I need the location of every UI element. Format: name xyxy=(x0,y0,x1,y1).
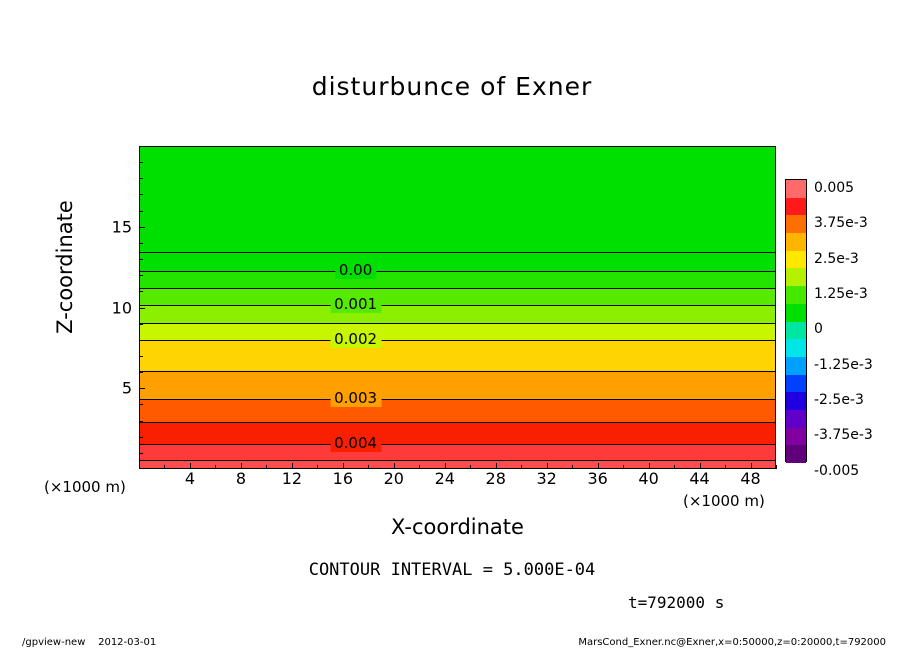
x-minor-tick-mark xyxy=(470,465,471,469)
y-axis-unit: (×1000 m) xyxy=(44,478,126,496)
y-minor-tick-mark xyxy=(139,453,143,454)
contour-line xyxy=(140,252,775,253)
contour-band xyxy=(140,252,775,271)
contour-band xyxy=(140,422,775,445)
y-tick-label: 10 xyxy=(111,298,132,317)
contour-band xyxy=(140,444,775,460)
contour-plot-area xyxy=(139,146,776,469)
colorbar-cell xyxy=(786,180,806,198)
colorbar-cell xyxy=(786,339,806,357)
contour-line-labeled xyxy=(140,340,775,341)
x-axis-label: X-coordinate xyxy=(391,515,524,539)
y-minor-tick-mark xyxy=(139,243,143,244)
y-tick-mark xyxy=(139,388,145,389)
colorbar-cell xyxy=(786,322,806,340)
colorbar-cell xyxy=(786,268,806,286)
colorbar-cell xyxy=(786,198,806,216)
contour-line xyxy=(140,288,775,289)
x-minor-tick-mark xyxy=(725,465,726,469)
y-minor-tick-mark xyxy=(139,259,143,260)
contour-label: 0.003 xyxy=(330,389,381,407)
x-minor-tick-mark xyxy=(572,465,573,469)
contour-line-labeled xyxy=(140,305,775,306)
contour-band xyxy=(140,340,775,371)
colorbar-tick-label: -0.005 xyxy=(814,462,860,479)
x-tick-label: 40 xyxy=(638,469,659,488)
y-tick-mark xyxy=(139,308,145,309)
colorbar-cell xyxy=(786,215,806,233)
x-tick-label: 32 xyxy=(536,469,557,488)
x-tick-label: 16 xyxy=(332,469,354,488)
x-tick-label: 12 xyxy=(281,469,303,488)
contour-line xyxy=(140,323,775,324)
y-minor-tick-mark xyxy=(139,211,143,212)
contour-line xyxy=(140,422,775,423)
contour-line-labeled xyxy=(140,399,775,400)
colorbar-cell xyxy=(786,392,806,410)
x-minor-tick-mark xyxy=(521,465,522,469)
colorbar-cell xyxy=(786,357,806,375)
y-minor-tick-mark xyxy=(139,162,143,163)
footer-right: MarsCond_Exner.nc@Exner,x=0:50000,z=0:20000,t=792000 xyxy=(578,637,886,648)
y-tick-label: 5 xyxy=(121,378,132,398)
x-minor-tick-mark xyxy=(776,465,777,469)
contour-band xyxy=(140,399,775,422)
colorbar-cell xyxy=(786,410,806,428)
colorbar-tick-label: 3.75e-3 xyxy=(814,215,868,232)
x-minor-tick-mark xyxy=(674,465,675,469)
contour-band xyxy=(140,147,775,252)
y-tick-mark xyxy=(139,227,145,228)
y-minor-tick-mark xyxy=(139,291,143,292)
x-tick-label: 48 xyxy=(740,469,761,488)
y-tick-label: 15 xyxy=(111,217,132,237)
x-tick-label: 8 xyxy=(235,469,246,488)
contour-band xyxy=(140,323,775,340)
y-minor-tick-mark xyxy=(139,275,143,276)
colorbar-cell xyxy=(786,375,806,393)
contour-label: 0.002 xyxy=(330,330,381,348)
y-minor-tick-mark xyxy=(139,194,143,195)
x-tick-label: 4 xyxy=(184,469,196,488)
contour-interval-text: CONTOUR INTERVAL = 5.000E-04 xyxy=(308,560,596,580)
contour-line-labeled xyxy=(140,444,775,445)
contour-band xyxy=(140,305,775,323)
x-tick-label: 20 xyxy=(383,469,404,488)
footer-left xyxy=(22,637,156,648)
x-minor-tick-mark xyxy=(215,465,216,469)
colorbar-cell xyxy=(786,428,806,446)
contour-line-labeled xyxy=(140,271,775,272)
colorbar-tick-label: -1.25e-3 xyxy=(814,356,873,373)
contour-band xyxy=(140,460,775,469)
y-minor-tick-mark xyxy=(139,372,143,373)
y-minor-tick-mark xyxy=(139,404,143,405)
page-title: disturbunce of Exner xyxy=(311,72,593,101)
colorbar-cell xyxy=(786,304,806,322)
contour-line xyxy=(140,371,775,372)
x-minor-tick-mark xyxy=(164,465,165,469)
contour-band xyxy=(140,371,775,398)
x-tick-label: 44 xyxy=(689,469,710,488)
y-minor-tick-mark xyxy=(139,324,143,325)
colorbar-cell xyxy=(786,445,806,463)
colorbar-cell xyxy=(786,286,806,304)
contour-label: 0.001 xyxy=(330,295,381,313)
y-minor-tick-mark xyxy=(139,340,143,341)
x-tick-label: 36 xyxy=(587,469,608,488)
x-tick-label: 28 xyxy=(485,469,506,488)
y-minor-tick-mark xyxy=(139,437,143,438)
colorbar-tick-label: -3.75e-3 xyxy=(814,427,873,444)
contour-band xyxy=(140,271,775,288)
colorbar-tick-label: 2.5e-3 xyxy=(814,250,859,267)
colorbar-tick-label: 0.005 xyxy=(814,179,855,196)
colorbar xyxy=(785,179,807,462)
contour-line xyxy=(140,460,775,461)
contour-label: 0.00 xyxy=(335,261,376,279)
x-minor-tick-mark xyxy=(623,465,624,469)
y-minor-tick-mark xyxy=(139,178,143,179)
colorbar-cell xyxy=(786,251,806,269)
contour-band xyxy=(140,288,775,305)
y-minor-tick-mark xyxy=(139,421,143,422)
x-tick-label: 24 xyxy=(434,469,455,488)
x-minor-tick-mark xyxy=(419,465,420,469)
contour-label: 0.004 xyxy=(330,434,381,452)
colorbar-tick-label: -2.5e-3 xyxy=(814,392,864,409)
colorbar-tick-label: 0 xyxy=(814,321,823,338)
colorbar-cell xyxy=(786,233,806,251)
y-axis-label: Z-coordinate xyxy=(53,200,77,334)
footer-date: 2012-03-01 xyxy=(98,637,157,648)
y-minor-tick-mark xyxy=(139,356,143,357)
x-minor-tick-mark xyxy=(317,465,318,469)
x-axis-unit: (×1000 m) xyxy=(683,492,765,510)
footer-tool-name: /gpview-new xyxy=(22,637,86,648)
x-minor-tick-mark xyxy=(266,465,267,469)
colorbar-tick-label: 1.25e-3 xyxy=(814,285,868,302)
time-label: t=792000 s xyxy=(628,593,725,612)
x-minor-tick-mark xyxy=(368,465,369,469)
